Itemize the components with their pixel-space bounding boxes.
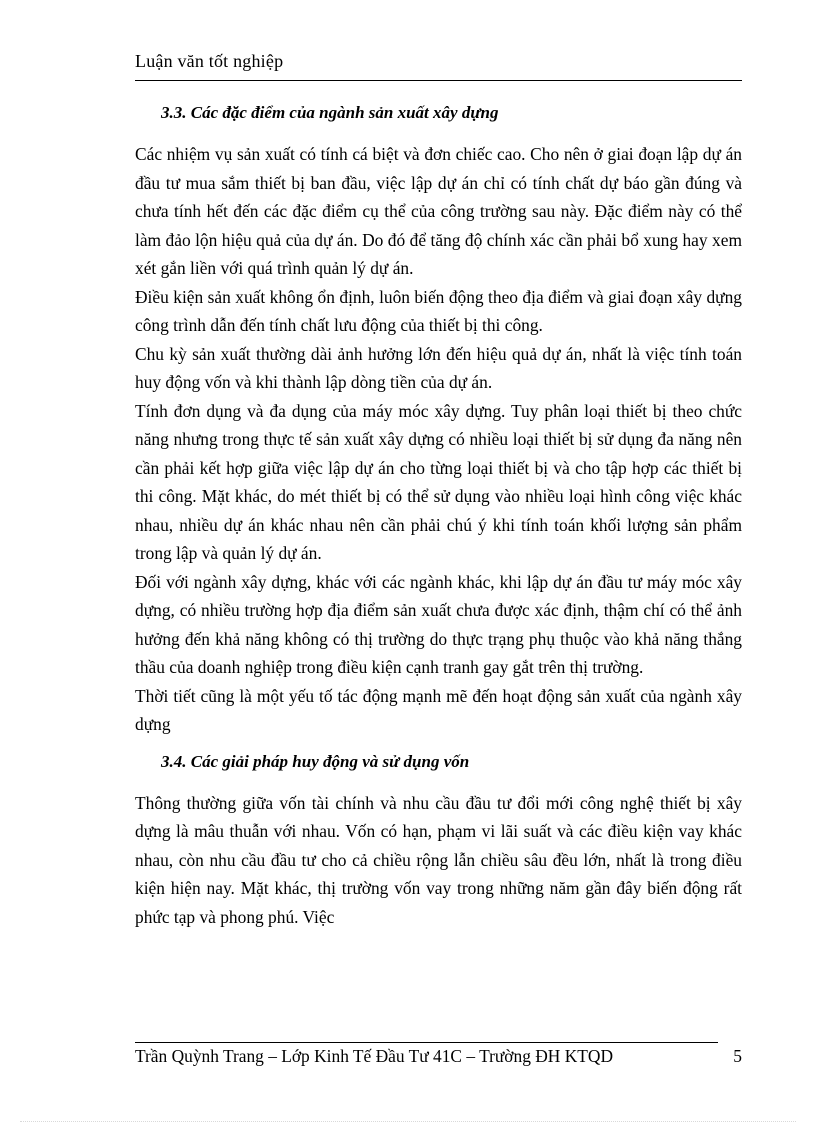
page-footer bbox=[135, 1035, 742, 1075]
paragraph: Các nhiệm vụ sản xuất có tính cá biệt và đơn chiếc cao. Cho nên ở giai đoạn lập dự án đầu tư mua sắm thiết bị ban đầu, việc lập dự án chỉ có tính chất dự báo gần đúng và chưa tính hết đến các đặc điểm cụ thể của công trường sau này. Đặc điểm này có thể làm đảo lộn hiệu quả của dự án. Do đó để tăng độ chính xác cần phải bổ xung hay xem xét gắn liền với quá trình quản lý dự án. bbox=[135, 144, 742, 278]
page-header bbox=[135, 48, 742, 81]
paragraph: Thông thường giữa vốn tài chính và nhu cầu đầu tư đổi mới công nghệ thiết bị xây dựng là mâu thuẫn với nhau. Vốn có hạn, phạm vi lãi suất và các điều kiện vay khác nhau, còn nhu cầu đầu tư cho cả chiều rộng lẫn chiều sâu đều lớn, nhất là trong điều kiện hiện nay. Mặt khác, thị trường vốn vay trong những năm gần đây biến động rất phức tạp và phong phú. Việc bbox=[135, 792, 742, 927]
page-number: 5 bbox=[733, 1046, 742, 1066]
page-content bbox=[135, 98, 742, 931]
section-heading: 3.4. Các giải pháp huy động và sử dụng vốn bbox=[161, 751, 470, 771]
page-bottom-border bbox=[20, 1121, 796, 1122]
header-title: Luận văn tốt nghiệp bbox=[135, 51, 284, 71]
paragraph: Thời tiết cũng là một yếu tố tác động mạnh mẽ đến hoạt động sản xuất của ngành xây dựng bbox=[135, 685, 742, 734]
paragraph: Điều kiện sản xuất không ổn định, luôn biến động theo địa điểm và giai đoạn xây dựng công trình dẫn đến tính chất lưu động của thiết bị thi công. bbox=[135, 286, 742, 335]
paragraph: Tính đơn dụng và đa dụng của máy móc xây dựng. Tuy phân loại thiết bị theo chức năng nhưng trong thực tế sản xuất xây dựng có nhiều loại thiết bị sử dụng đa năng nên cần phải kết hợp giữa việc lập dự án cho từng loại thiết bị và cho tập hợp các thiết bị thi công. Mặt khác, do mét thiết bị có thể sử dụng vào nhiều loại hình công việc khác nhau, nhiều dự án khác nhau nên cần phải chú ý khi tính toán khối lượng sản phẩm trong lập và quản lý dự án. bbox=[135, 400, 742, 563]
footer-text: Trần Quỳnh Trang – Lớp Kinh Tế Đầu Tư 41C – Trường ĐH KTQD bbox=[135, 1046, 614, 1066]
paragraph: Chu kỳ sản xuất thường dài ảnh hưởng lớn đến hiệu quả dự án, nhất là việc tính toán huy động vốn và khi thành lập dòng tiền của dự án. bbox=[135, 343, 742, 392]
section-heading: 3.3. Các đặc điểm của ngành sản xuất xây dựng bbox=[161, 103, 499, 122]
footer-rule bbox=[135, 1042, 718, 1043]
paragraph: Đối với ngành xây dựng, khác với các ngành khác, khi lập dự án đầu tư máy móc xây dựng, có nhiều trường hợp địa điểm sản xuất chưa được xác định, thậm chí có thể ảnh hưởng đến khả năng không có thị trường do thực trạng phụ thuộc vào khả năng thắng thầu của doanh nghiệp trong điều kiện cạnh tranh gay gắt trên thị trường. bbox=[135, 571, 742, 677]
